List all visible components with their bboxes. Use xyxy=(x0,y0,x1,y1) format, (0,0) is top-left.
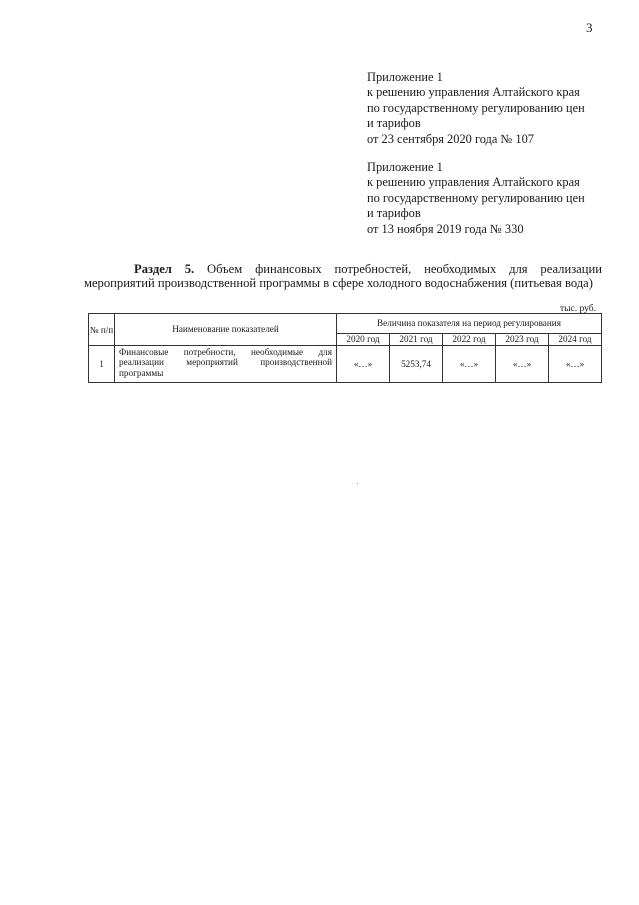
table-row xyxy=(89,346,602,383)
appendix-line: и тарифов xyxy=(367,206,421,221)
row-indicator-name: Финансовые потребности, необходимые для реализации мероприятий производственной программы xyxy=(115,346,337,383)
appendix-line: к решению управления Алтайского края xyxy=(367,175,580,190)
financial-needs-table xyxy=(88,313,602,383)
row-value: 5253,74 xyxy=(390,346,443,383)
header-year: 2022 год xyxy=(443,334,496,346)
units-label: тыс. руб. xyxy=(560,304,596,314)
section-title-line1: Объем финансовых потребностей, необходимых для реализации xyxy=(206,262,602,276)
row-value: «…» xyxy=(443,346,496,383)
appendix-line: по государственному регулированию цен xyxy=(367,100,585,115)
section-heading xyxy=(84,262,602,290)
section-heading-line1 xyxy=(84,262,602,276)
row-number: 1 xyxy=(89,346,115,383)
appendix-line: Приложение 1 xyxy=(367,160,443,174)
section-label: Раздел 5. xyxy=(134,262,195,276)
header-indicator-name: Наименование показателей xyxy=(115,314,337,346)
appendix-line: от 13 ноября 2019 года № 330 xyxy=(367,221,524,236)
appendix-line: от 23 сентября 2020 года № 107 xyxy=(367,131,534,146)
page-number: 3 xyxy=(586,20,593,35)
appendix-previous-caption xyxy=(367,160,585,237)
appendix-line: Приложение 1 xyxy=(367,70,443,84)
header-period: Величина показателя на период регулирования xyxy=(337,314,602,334)
appendix-line: по государственному регулированию цен xyxy=(367,190,585,205)
header-year: 2023 год xyxy=(496,334,549,346)
appendix-line: и тарифов xyxy=(367,116,421,131)
row-value: «…» xyxy=(496,346,549,383)
row-value: «…» xyxy=(337,346,390,383)
row-value: «…» xyxy=(549,346,602,383)
header-year: 2020 год xyxy=(337,334,390,346)
section-title-rest: мероприятий производственной программы в сфере холодного водоснабжения (питьевая вода) xyxy=(84,276,593,291)
scan-speck xyxy=(357,483,358,484)
appendix-line: к решению управления Алтайского края xyxy=(367,85,580,100)
header-year: 2024 год xyxy=(549,334,602,346)
header-number: № п/п xyxy=(89,314,115,346)
header-year: 2021 год xyxy=(390,334,443,346)
appendix-current-caption xyxy=(367,70,585,147)
